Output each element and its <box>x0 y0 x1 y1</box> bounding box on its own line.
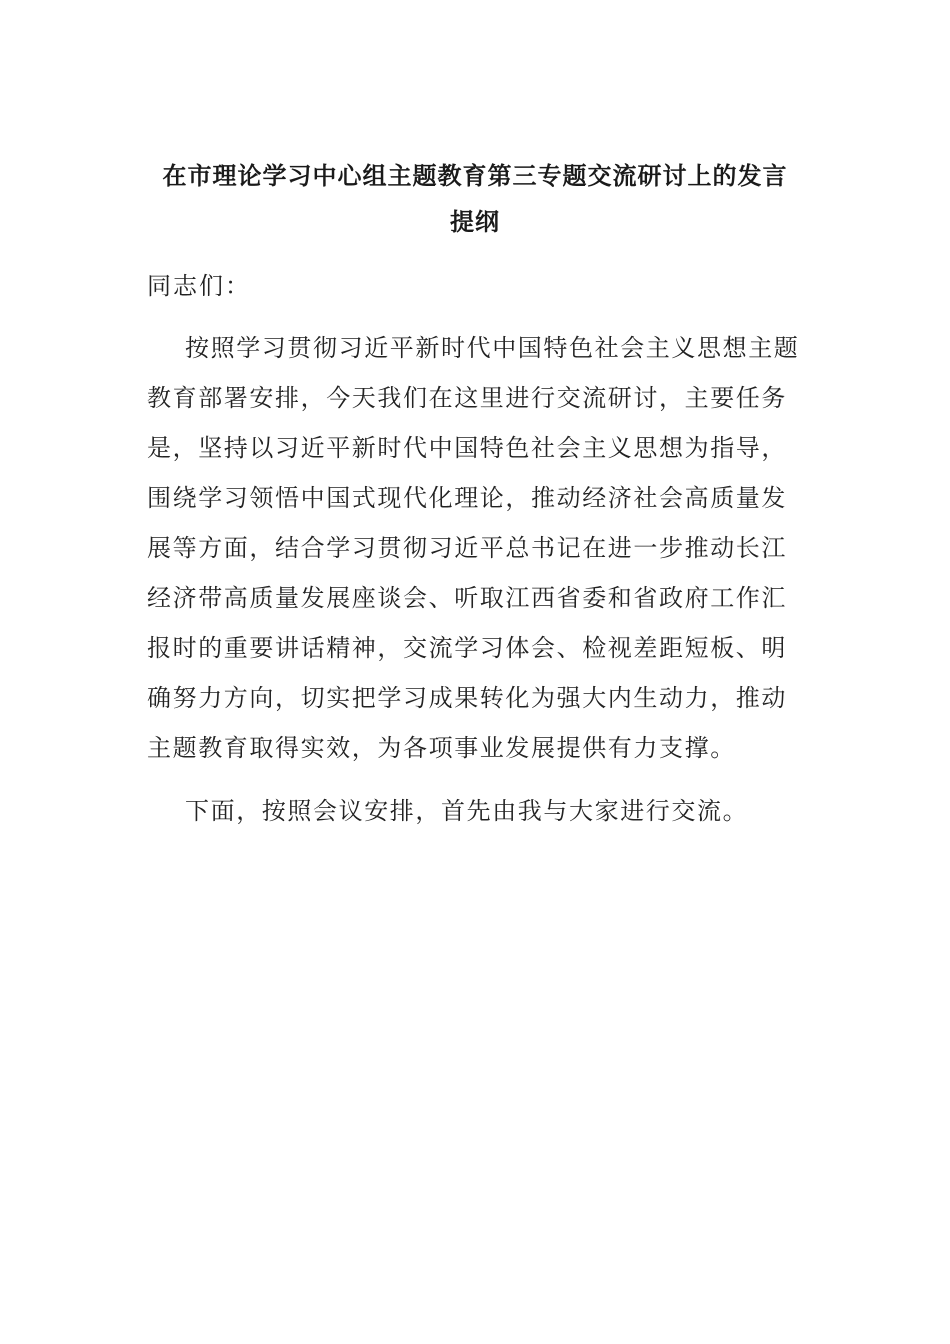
paragraph-line: 教育部署安排，今天我们在这里进行交流研讨，主要任务 <box>147 384 787 412</box>
title-line-1: 在市理论学习中心组主题教育第三专题交流研讨上的发言 <box>162 161 788 190</box>
paragraph-line: 确努力方向，切实把学习成果转化为强大内生动力，推动 <box>147 684 787 712</box>
paragraph-2 <box>147 786 807 836</box>
paragraph-line: 展等方面，结合学习贯彻习近平总书记在进一步推动长江 <box>147 534 787 562</box>
paragraph-1 <box>147 323 807 773</box>
paragraph-line: 围绕学习领悟中国式现代化理论，推动经济社会高质量发 <box>147 484 787 512</box>
paragraph-line: 按照学习贯彻习近平新时代中国特色社会主义思想主题 <box>185 334 800 362</box>
paragraph-line: 是，坚持以习近平新时代中国特色社会主义思想为指导， <box>147 434 787 462</box>
title-line-2: 提纲 <box>450 207 500 236</box>
paragraph-line: 主题教育取得实效，为各项事业发展提供有力支撑。 <box>147 734 736 762</box>
paragraph-line: 下面，按照会议安排，首先由我与大家进行交流。 <box>185 797 749 825</box>
paragraph-line: 经济带高质量发展座谈会、听取江西省委和省政府工作汇 <box>147 584 787 612</box>
salutation: 同志们： <box>147 272 251 300</box>
paragraph-line: 报时的重要讲话精神，交流学习体会、检视差距短板、明 <box>147 634 787 662</box>
document-title <box>145 153 805 245</box>
